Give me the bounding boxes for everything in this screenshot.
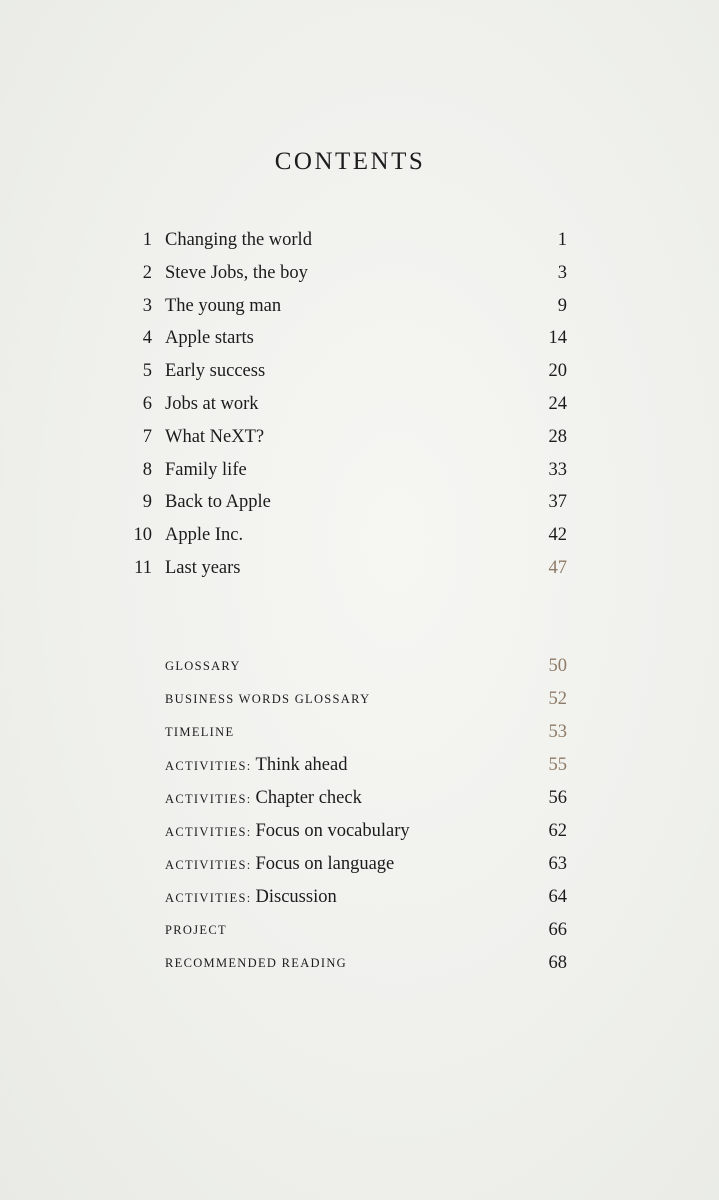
back-matter-subtitle: Focus on vocabulary bbox=[255, 821, 410, 841]
back-matter-page-number: 68 bbox=[548, 953, 567, 973]
chapter-page-number: 3 bbox=[557, 262, 567, 283]
back-matter-subtitle: Chapter check bbox=[255, 788, 362, 808]
chapter-number: 11 bbox=[134, 557, 152, 578]
chapter-page-number: 9 bbox=[557, 295, 567, 316]
chapter-list bbox=[120, 227, 572, 588]
back-matter-label bbox=[165, 851, 394, 878]
chapter-row bbox=[120, 260, 572, 293]
page-title: CONTENTS bbox=[274, 148, 426, 175]
back-matter-row bbox=[165, 818, 572, 851]
back-matter-label: RECOMMENDED READING bbox=[165, 956, 347, 970]
chapter-number: 4 bbox=[142, 328, 152, 349]
back-matter-page-number: 50 bbox=[548, 656, 567, 676]
back-matter-page-number: 55 bbox=[548, 755, 567, 775]
back-matter-label: GLOSSARY bbox=[165, 659, 241, 673]
chapter-row bbox=[120, 424, 572, 457]
chapter-number: 2 bbox=[142, 262, 152, 283]
back-matter-prefix: ACTIVITIES: bbox=[165, 891, 252, 905]
back-matter-label: PROJECT bbox=[165, 923, 227, 937]
back-matter-page-number: 62 bbox=[548, 821, 567, 841]
chapter-number: 3 bbox=[142, 295, 152, 316]
back-matter-row bbox=[165, 851, 572, 884]
back-matter-page-number: 52 bbox=[548, 689, 567, 709]
chapter-page-number: 1 bbox=[557, 230, 567, 250]
chapter-title: Apple Inc. bbox=[165, 525, 244, 546]
chapter-number: 6 bbox=[142, 393, 152, 414]
chapter-row bbox=[120, 358, 572, 391]
chapter-title: The young man bbox=[165, 295, 282, 316]
back-matter-subtitle: Think ahead bbox=[255, 755, 348, 775]
chapter-title: Back to Apple bbox=[165, 492, 271, 513]
back-matter-row bbox=[165, 752, 572, 785]
back-matter-page-number: 64 bbox=[548, 887, 567, 907]
chapter-row bbox=[120, 325, 572, 358]
back-matter-label: TIMELINE bbox=[165, 725, 235, 739]
chapter-number: 10 bbox=[133, 525, 152, 546]
chapter-title: What NeXT? bbox=[165, 426, 265, 447]
back-matter-prefix: ACTIVITIES: bbox=[165, 825, 252, 839]
chapter-number: 8 bbox=[142, 459, 152, 480]
chapter-title: Early success bbox=[165, 361, 266, 382]
chapter-number: 5 bbox=[142, 361, 152, 382]
back-matter-page-number: 63 bbox=[548, 854, 567, 874]
back-matter-prefix: ACTIVITIES: bbox=[165, 759, 252, 773]
chapter-title: Jobs at work bbox=[165, 393, 259, 414]
chapter-number: 1 bbox=[142, 230, 152, 250]
back-matter-label bbox=[165, 884, 337, 911]
chapter-number: 9 bbox=[142, 492, 152, 513]
chapter-row bbox=[120, 227, 572, 260]
back-matter-page-number: 56 bbox=[548, 788, 567, 808]
chapter-row bbox=[120, 522, 572, 555]
chapter-row bbox=[120, 391, 572, 424]
chapter-page-number: 33 bbox=[548, 459, 567, 480]
chapter-page-number: 14 bbox=[548, 328, 567, 349]
back-matter-subtitle: Discussion bbox=[255, 887, 337, 907]
chapter-title: Changing the world bbox=[165, 230, 312, 250]
chapter-title: Family life bbox=[165, 459, 247, 480]
back-matter-row bbox=[165, 917, 572, 950]
chapter-row bbox=[120, 293, 572, 326]
back-matter-row bbox=[165, 686, 572, 719]
chapter-title: Last years bbox=[165, 557, 241, 578]
chapter-page-number: 28 bbox=[548, 426, 567, 447]
back-matter-label bbox=[165, 818, 410, 845]
chapter-row bbox=[120, 489, 572, 522]
back-matter-row bbox=[165, 884, 572, 917]
chapter-page-number: 37 bbox=[548, 492, 567, 513]
chapter-row bbox=[120, 555, 572, 588]
chapter-number: 7 bbox=[142, 426, 152, 447]
chapter-row bbox=[120, 457, 572, 490]
back-matter-row bbox=[165, 653, 572, 686]
chapter-title: Steve Jobs, the boy bbox=[165, 262, 308, 283]
back-matter-label: BUSINESS WORDS GLOSSARY bbox=[165, 692, 371, 706]
chapter-page-number: 42 bbox=[548, 525, 567, 546]
chapter-page-number: 20 bbox=[548, 361, 567, 382]
back-matter-label bbox=[165, 752, 347, 779]
back-matter-row bbox=[165, 785, 572, 818]
chapter-page-number: 47 bbox=[548, 557, 567, 578]
back-matter-row bbox=[165, 719, 572, 752]
chapter-page-number: 24 bbox=[548, 393, 567, 414]
back-matter-list bbox=[165, 653, 572, 983]
back-matter-label bbox=[165, 785, 362, 812]
back-matter-subtitle: Focus on language bbox=[255, 854, 395, 874]
back-matter-prefix: ACTIVITIES: bbox=[165, 858, 252, 872]
back-matter-page-number: 66 bbox=[548, 920, 567, 940]
back-matter-row bbox=[165, 950, 572, 983]
back-matter-page-number: 53 bbox=[548, 722, 567, 742]
back-matter-prefix: ACTIVITIES: bbox=[165, 792, 252, 806]
chapter-title: Apple starts bbox=[165, 328, 254, 349]
